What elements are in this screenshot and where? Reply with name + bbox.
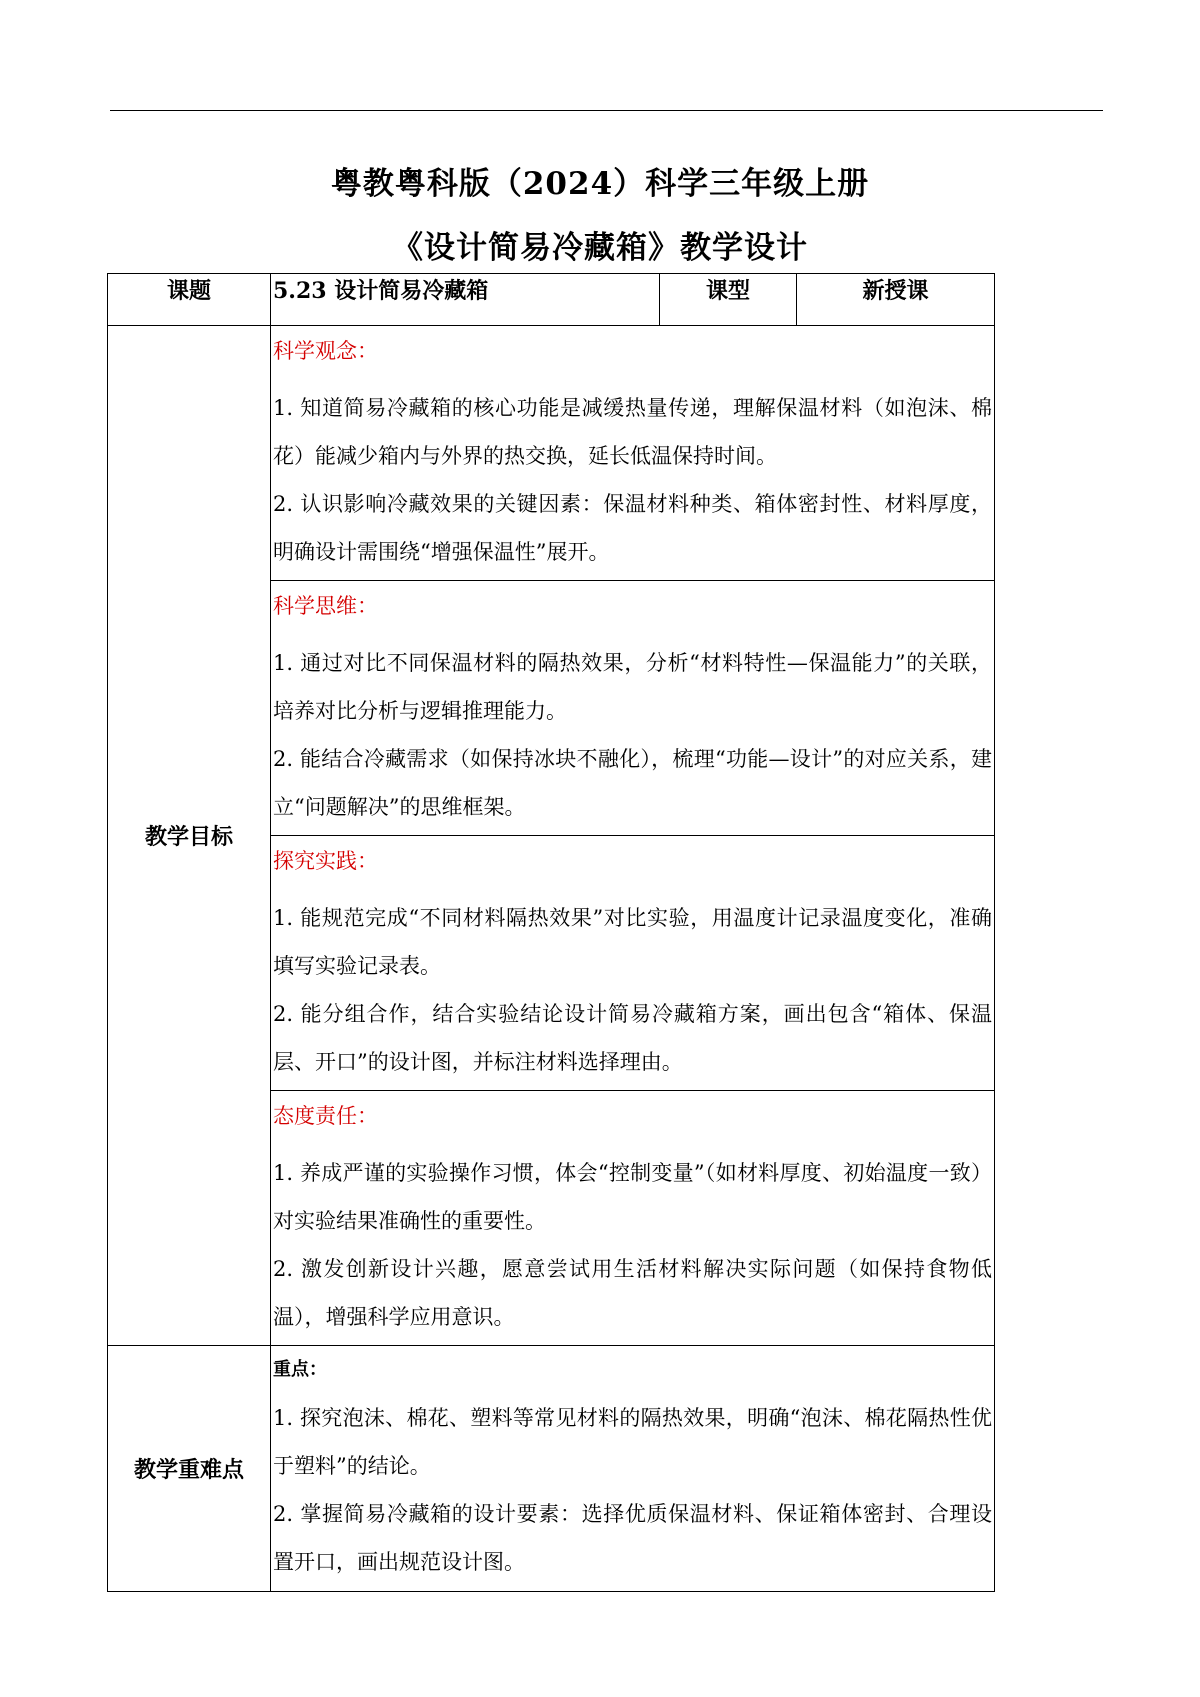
- list-item: 2. 认识影响冷藏效果的关键因素：保温材料种类、箱体密封性、材料厚度，明确设计需围绕“增强保温性”展开。: [273, 492, 992, 564]
- header-rule: [110, 110, 1103, 111]
- topic-value: 5.23 设计简易冷藏箱: [271, 274, 660, 326]
- objectives-row-1: [108, 326, 995, 581]
- list-item: 1. 通过对比不同保温材料的隔热效果，分析“材料特性—保温能力”的关联，培养对比分析与逻辑推理能力。: [273, 651, 992, 723]
- document-title: 粤教粤科版（2024）科学三年级上册: [330, 166, 870, 202]
- key-points-content: [271, 1346, 995, 1592]
- topic-label: 课题: [108, 274, 271, 326]
- list-item: 2. 能结合冷藏需求（如保持冰块不融化），梳理“功能—设计”的对应关系，建立“问题解决”的思维框架。: [273, 747, 992, 819]
- list-item: 2. 能分组合作，结合实验结论设计简易冷藏箱方案，画出包含“箱体、保温层、开口”的设计图，并标注材料选择理由。: [273, 1002, 992, 1074]
- objective-section-thinking: [271, 581, 995, 836]
- document-subtitle: 《设计简易冷藏箱》教学设计: [392, 230, 808, 266]
- key-points-row: [108, 1346, 995, 1592]
- section-heading: 重点：: [273, 1359, 327, 1380]
- lesson-plan-table: [107, 273, 995, 1592]
- list-item: 1. 能规范完成“不同材料隔热效果”对比实验，用温度计记录温度变化，准确填写实验记录表。: [273, 906, 992, 978]
- key-points-label: 教学重难点: [108, 1346, 271, 1592]
- section-heading: 探究实践：: [273, 849, 378, 873]
- section-heading: 态度责任：: [273, 1104, 378, 1128]
- list-item: 1. 知道简易冷藏箱的核心功能是减缓热量传递，理解保温材料（如泡沫、棉花）能减少箱内与外界的热交换，延长低温保持时间。: [273, 396, 992, 468]
- objectives-label: 教学目标: [108, 326, 271, 1346]
- table-header-row: [108, 274, 995, 326]
- list-item: 1. 探究泡沫、棉花、塑料等常见材料的隔热效果，明确“泡沫、棉花隔热性优于塑料”的结论。: [273, 1406, 992, 1478]
- type-label: 课型: [660, 274, 797, 326]
- section-heading: 科学观念：: [273, 339, 378, 363]
- objective-section-practice: [271, 836, 995, 1091]
- list-item: 1. 养成严谨的实验操作习惯，体会“控制变量”（如材料厚度、初始温度一致）对实验结果准确性的重要性。: [273, 1161, 992, 1233]
- type-value: 新授课: [797, 274, 995, 326]
- objective-section-concept: [271, 326, 995, 581]
- list-item: 2. 掌握简易冷藏箱的设计要素：选择优质保温材料、保证箱体密封、合理设置开口，画出规范设计图。: [273, 1502, 992, 1574]
- section-heading: 科学思维：: [273, 594, 378, 618]
- objective-section-attitude: [271, 1091, 995, 1346]
- list-item: 2. 激发创新设计兴趣，愿意尝试用生活材料解决实际问题（如保持食物低温），增强科学应用意识。: [273, 1257, 992, 1329]
